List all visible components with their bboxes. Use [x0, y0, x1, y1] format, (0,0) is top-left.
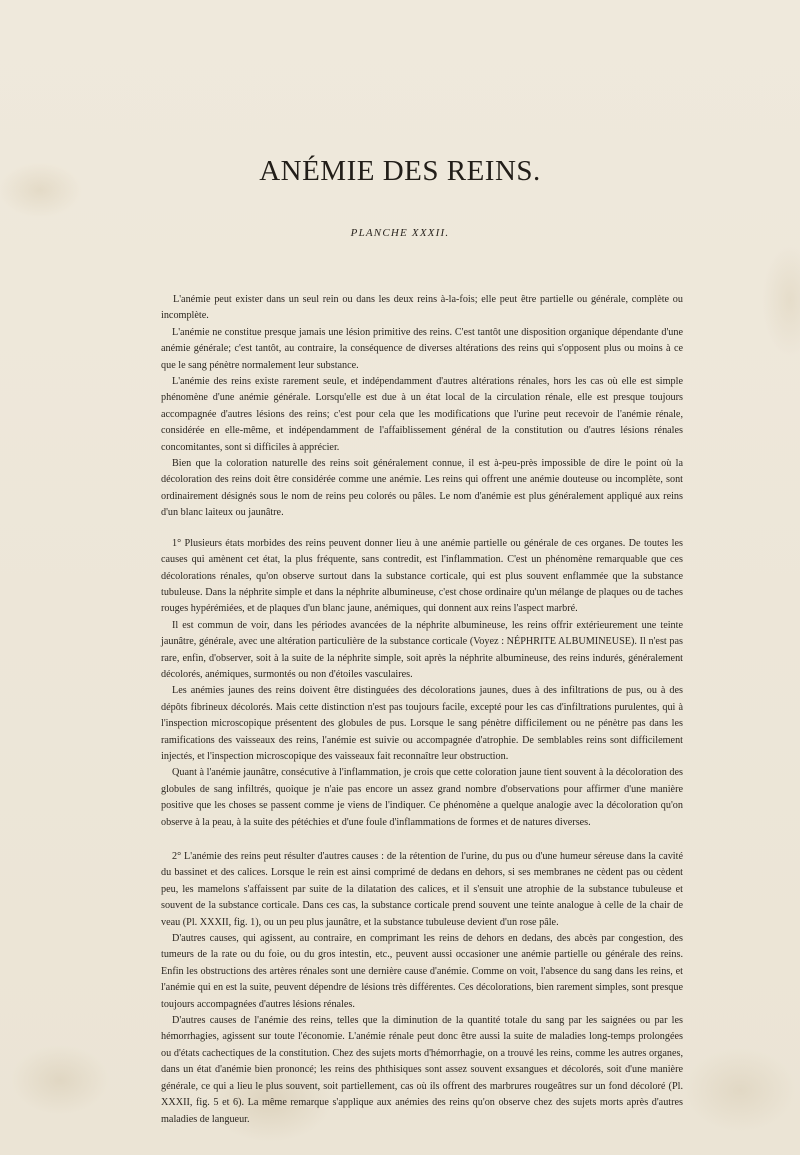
paragraph-4: Bien que la coloration naturelle des reins soit généralement connue, il est à-peu-près impossible de dire le point où la décoloration des reins doit être considérée comme une anémie. Les reins qui offrent une anémie douteuse ou incomplète, sont ordinairement désignés sous le nom de reins peu colorés ou pâles. Le nom d'anémie est plus généralement appliqué aux reins d'un blanc laiteux ou jaunâtre. — [161, 458, 683, 519]
paragraph-7: Les anémies jaunes des reins doivent être distinguées des décolorations jaunes, dues à des infiltrations de pus, ou à des dépôts fibrineux décolorés. Mais cette distinction n'est pas toujours facile, excepté pour les cas d'infiltrations purulentes, qui à l'inspection microscopique présentent des globules de pus. Lorsque le sang pénètre difficilement ou ne pénètre pas dans les ramifications des vaisseaux des reins, l'anémie est suivie ou accompagnée d'atrophie. De semblables reins sont difficilement injectés, et l'inspection microscopique des vaisseaux fait reconnaître leur obstruction. — [161, 685, 683, 762]
paragraph-3: L'anémie des reins existe rarement seule, et indépendamment d'autres altérations rénales, hors les cas où elle est simple phénomène d'une anémie générale. Lorsqu'elle est due à un état local de la circulation rénale, elle est presque toujours accompagnée d'autres lésions des reins; c'est pour cela que les modifications que l'urine peut recevoir de l'anémie rénale, considérée en elle-même, et indépendamment de l'affaiblissement général de la constitution ou d'autres lésions rénales concomitantes, sont si difficiles à apprécier. — [161, 376, 683, 453]
plate-heading: PLANCHE XXXII. — [350, 227, 450, 239]
paragraph-8: Quant à l'anémie jaunâtre, consécutive à l'inflammation, je crois que cette coloration jaune tient souvent à la décoloration des globules de sang infiltrés, quoique je n'aie pas encore un assez grand nombre d'observations pour affirmer d'une manière positive que les choses se passent comme je viens de l'indiquer. Ce phénomène a quelque analogie avec la décoloration qu'on observe à la peau, à la suite des pétéchies et d'une foule d'inflammations de formes et de natures diverses. — [161, 767, 683, 828]
paragraph-6: Il est commun de voir, dans les périodes avancées de la néphrite albumineuse, les reins offrir extérieurement une teinte jaunâtre, générale, avec une altération particulière de la substance corticale (Voyez : NÉPHRITE ALBUMINEUSE). Il n'est pas rare, enfin, d'observer, soit à la suite de la néphrite simple, soit après la néphrite albumineuse, des reins indurés, généralement décolorés, anémiques, surmontés ou non d'étoiles vasculaires. — [161, 619, 683, 680]
paragraph-5: 1° Plusieurs états morbides des reins peuvent donner lieu à une anémie partielle ou générale de ces organes. De toutes les causes qui amènent cet état, la plus fréquente, sans contredit, est l'inflammation. C'est un phénomène remarquable que ces décolorations rénales, qu'on observe surtout dans la substance corticale, qui est plus souvent enflammée que la substance tubuleuse. Dans la néphrite simple et dans la néphrite albumineuse, c'est chose ordinaire qu'un mélange de plaques ou de taches rouges hypérémiées, et de plaques d'un blanc jaune, anémiques, qui donnent aux reins l'aspect marbré. — [161, 537, 683, 615]
article-body — [161, 292, 683, 1128]
paragraph-1: L'anémie peut exister dans un seul rein ou dans les deux reins à-la-fois; elle peut être partielle ou générale, complète ou incomplète. — [161, 294, 683, 322]
paragraph-2: L'anémie ne constitue presque jamais une lésion primitive des reins. C'est tantôt une disposition organique dépendante d'une anémie générale; c'est tantôt, au contraire, la conséquence de diverses altérations des reins qui s'opposent plus ou moins à ce que le sang pénètre normalement leur substance. — [161, 326, 683, 371]
paragraph-11: D'autres causes de l'anémie des reins, telles que la diminution de la quantité totale du sang par les saignées ou par les hémorrhagies, agissent sur toute l'économie. L'anémie rénale peut donc être aussi la suite de maladies long-temps prolongées ou d'états cachectiques de la constitution. Chez des sujets morts d'hémorrhagie, on a trouvé les reins, comme les autres organes, dans un état d'anémie bien prononcé; les reins des phthisiques sont assez souvent exsangues et décolorés, soit d'une manière générale, ce qui a lieu le plus souvent, soit partiellement, cas où ils offrent des marbrures rougeâtres sur un fond décoloré (Pl. XXXII, fig. 5 et 6). La même remarque s'applique aux anémies des reins qu'on observe chez des sujets morts après d'autres maladies de langueur. — [161, 1015, 683, 1125]
section-spacer — [161, 522, 683, 536]
section-spacer — [161, 831, 683, 849]
page-title: ANÉMIE DES REINS. — [259, 155, 541, 187]
paragraph-9: 2° L'anémie des reins peut résulter d'autres causes : de la rétention de l'urine, du pus ou d'une humeur séreuse dans la cavité du bassinet et des calices. Lorsque le rein est ainsi comprimé de dedans en dehors, si ses membranes ne cèdent pas ou cèdent peu, les mamelons s'affaissent par suite de la dilatation des calices, et il s'ensuit une atrophie de la substance tubuleuse et souvent de la substance corticale. Dans ces cas, la substance corticale prend souvent une teinte analogue à celle de la chair de veau (Pl. XXXII, fig. 1), ou un peu plus jaunâtre, et la substance tubuleuse devient d'un rose pâle. — [161, 851, 683, 928]
paragraph-10: D'autres causes, qui agissent, au contraire, en comprimant les reins de dehors en dedans, des abcès par congestion, des tumeurs de la rate ou du foie, ou du gros intestin, etc., peuvent aussi occasioner une anémie partielle ou générale des reins. Enfin les obstructions des artères rénales sont une dernière cause d'anémie. Comme on voit, l'absence du sang dans les reins, et l'anémie qui en est la suite, peuvent dépendre de lésions très différentes. Ces décolorations, bien rarement simples, sont presque toujours accompagnées d'autres lésions rénales. — [161, 933, 683, 1010]
